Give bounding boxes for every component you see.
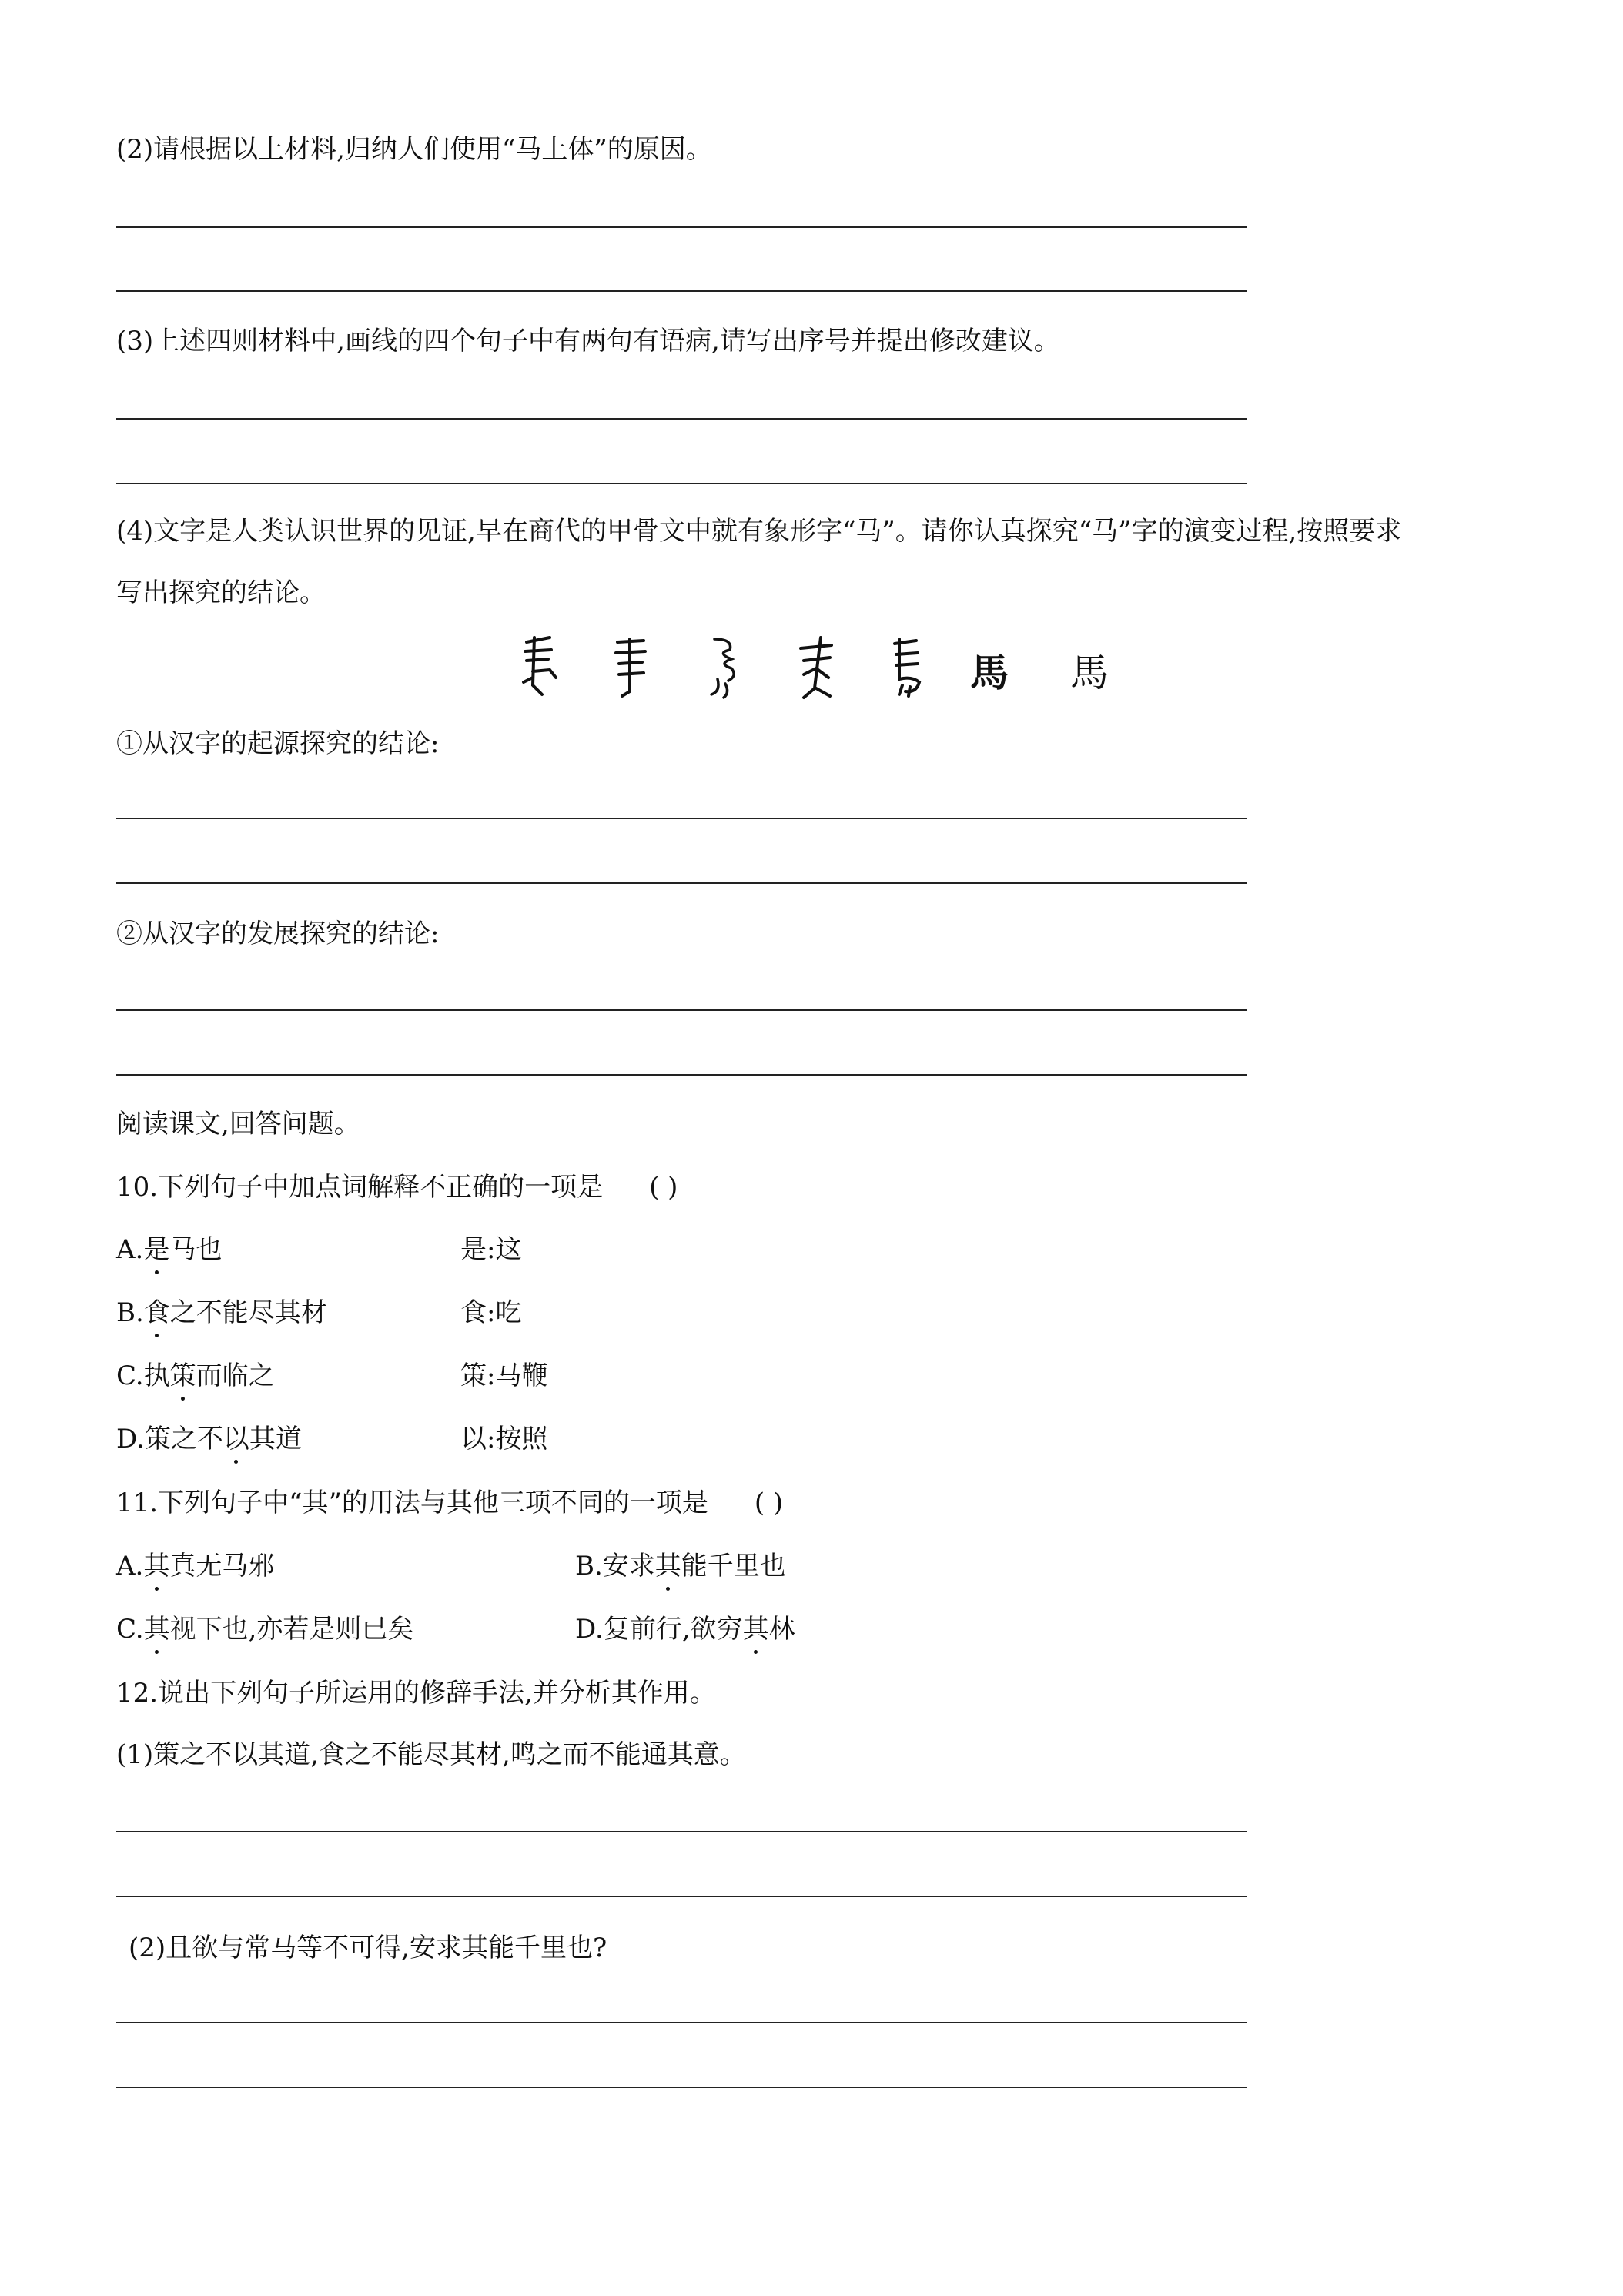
answer-line[interactable] (116, 2087, 1247, 2088)
option-gloss: 是:这 (460, 1234, 522, 1265)
option-prefix: A. (116, 1234, 144, 1265)
option-text: 视下也,亦若是则已矣 (169, 1614, 414, 1645)
answer-line[interactable] (116, 882, 1247, 884)
option-text: 其道 (249, 1424, 302, 1454)
option-text: 而临之 (196, 1361, 275, 1391)
traditional-horse-character-bold: 馬 (970, 650, 1009, 695)
option-c[interactable] (116, 1612, 413, 1646)
option-text: 马也 (169, 1234, 223, 1265)
question-stem-text: 11.下列句子中“其”的用法与其他三项不同的一项是 (116, 1488, 708, 1518)
question-2-text: (2)请根据以上材料,归纳人们使用“马上体”的原因。 (116, 134, 712, 165)
option-d[interactable] (116, 1422, 548, 1456)
question-12-stem: 12.说出下列句子所运用的修辞手法,并分析其作用。 (116, 1678, 716, 1709)
dotted-word: 其 (143, 1551, 170, 1581)
option-text: 之不能尽其材 (169, 1297, 327, 1328)
option-text: 能千里也 (681, 1551, 786, 1581)
question-3-text: (3)上述四则材料中,画线的四个句子中有两句有语病,请写出序号并提出修改建议。 (116, 326, 1060, 356)
question-11-stem (116, 1486, 783, 1520)
option-prefix: C. (116, 1614, 144, 1645)
option-prefix: D.策之不 (116, 1424, 223, 1454)
option-prefix: C.执 (116, 1361, 170, 1391)
answer-line[interactable] (116, 1074, 1247, 1076)
answer-paren[interactable]: ( ) (754, 1488, 784, 1518)
question-4-sub-1: ①从汉字的起源探究的结论: (116, 728, 440, 759)
option-text: 林 (768, 1614, 795, 1645)
question-12-sub-2: (2)且欲与常马等不可得,安求其能千里也? (129, 1933, 607, 1963)
oracle-bone-horse-icon (516, 631, 562, 701)
option-prefix: B.安求 (575, 1551, 655, 1581)
dotted-word: 策 (169, 1361, 196, 1391)
seal-horse-icon-2 (793, 631, 839, 701)
question-4-line-2: 写出探究的结论。 (116, 577, 326, 608)
option-gloss: 食:吃 (460, 1297, 522, 1328)
traditional-horse-character: 馬 (1070, 651, 1109, 695)
bronze-horse-icon (608, 631, 654, 701)
option-b[interactable] (116, 1296, 522, 1330)
answer-paren[interactable]: ( ) (649, 1172, 678, 1203)
dotted-word: 以 (223, 1424, 249, 1454)
option-gloss: 以:按照 (460, 1424, 548, 1454)
answer-line[interactable] (116, 418, 1247, 420)
reading-instruction: 阅读课文,回答问题。 (116, 1109, 360, 1140)
answer-line[interactable] (116, 290, 1247, 292)
option-prefix: A. (116, 1551, 144, 1581)
question-stem-text: 10.下列句子中加点词解释不正确的一项是 (116, 1172, 604, 1203)
option-gloss: 策:马鞭 (460, 1361, 548, 1391)
answer-line[interactable] (116, 226, 1247, 228)
dotted-word: 其 (654, 1551, 681, 1581)
dotted-word: 是 (143, 1234, 170, 1265)
answer-line[interactable] (116, 818, 1247, 819)
option-text: 真无马邪 (169, 1551, 275, 1581)
answer-line[interactable] (116, 1009, 1247, 1011)
option-prefix: B. (116, 1297, 144, 1328)
answer-line[interactable] (116, 1896, 1247, 1897)
question-10-stem (116, 1170, 678, 1204)
question-4-sub-2: ②从汉字的发展探究的结论: (116, 919, 440, 949)
answer-line[interactable] (116, 2022, 1247, 2023)
question-12-sub-1: (1)策之不以其道,食之不能尽其材,鸣之而不能通其意。 (116, 1739, 746, 1770)
option-prefix: D.复前行,欲穷 (575, 1614, 743, 1645)
dotted-word: 食 (143, 1297, 170, 1328)
cursive-horse-icon (885, 631, 932, 701)
option-c[interactable] (116, 1359, 548, 1393)
option-a[interactable] (116, 1549, 274, 1583)
answer-line[interactable] (116, 483, 1247, 484)
option-d[interactable] (575, 1612, 795, 1646)
horse-character-evolution (516, 631, 1109, 701)
dotted-word: 其 (143, 1614, 170, 1645)
answer-line[interactable] (116, 1831, 1247, 1832)
seal-horse-icon-1 (701, 631, 747, 701)
question-4-line-1: (4)文字是人类认识世界的见证,早在商代的甲骨文中就有象形字“马”。请你认真探究“马”字的演变过程,按照要求 (116, 516, 1402, 547)
option-a[interactable] (116, 1233, 522, 1267)
dotted-word: 其 (742, 1614, 769, 1645)
option-b[interactable] (575, 1549, 786, 1583)
